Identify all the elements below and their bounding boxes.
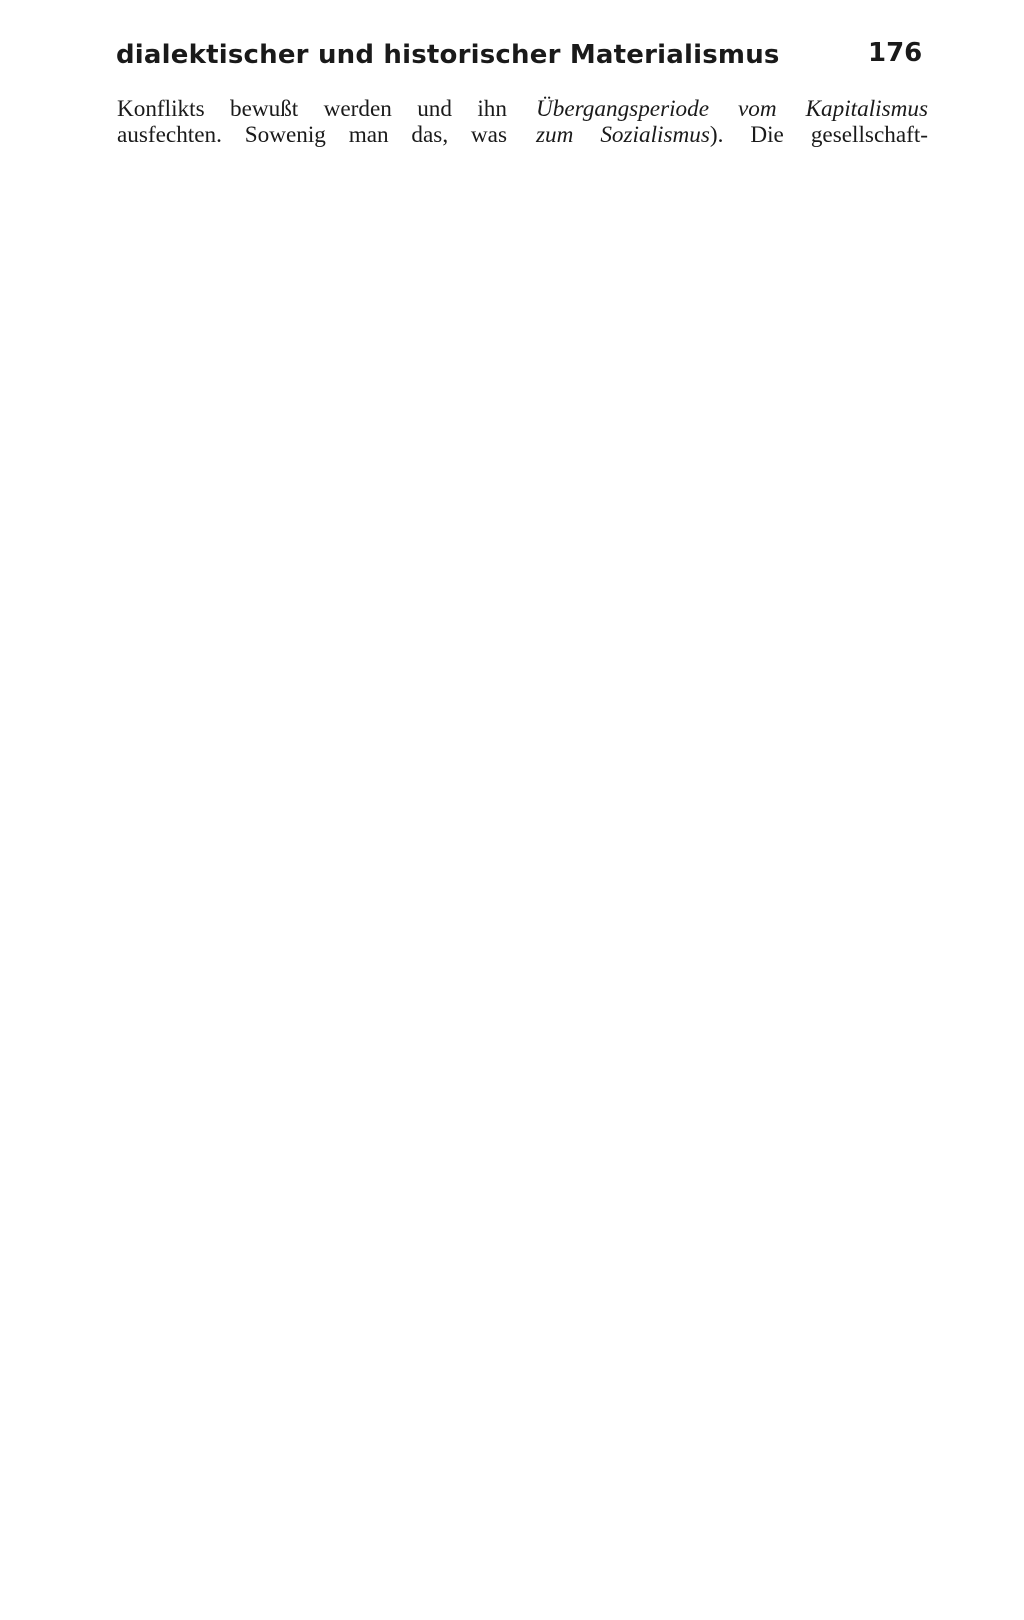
italic-term: zum Sozialismus — [536, 122, 710, 149]
text-line: ausfechten. Sowenig man das, was — [117, 122, 507, 149]
right-text-column — [536, 96, 928, 149]
running-head: dialektischer und historischer Materialismus — [116, 40, 780, 70]
text-run: ). Die gesellschaft- — [709, 122, 929, 149]
text-line: Konflikts bewußt werden und ihn — [117, 96, 507, 122]
text-line — [536, 96, 928, 122]
italic-term: Übergangsperiode vom Kapitalismus — [536, 96, 928, 122]
page-number: 176 — [868, 38, 923, 68]
left-text-column — [117, 96, 507, 149]
text-line — [536, 122, 928, 148]
